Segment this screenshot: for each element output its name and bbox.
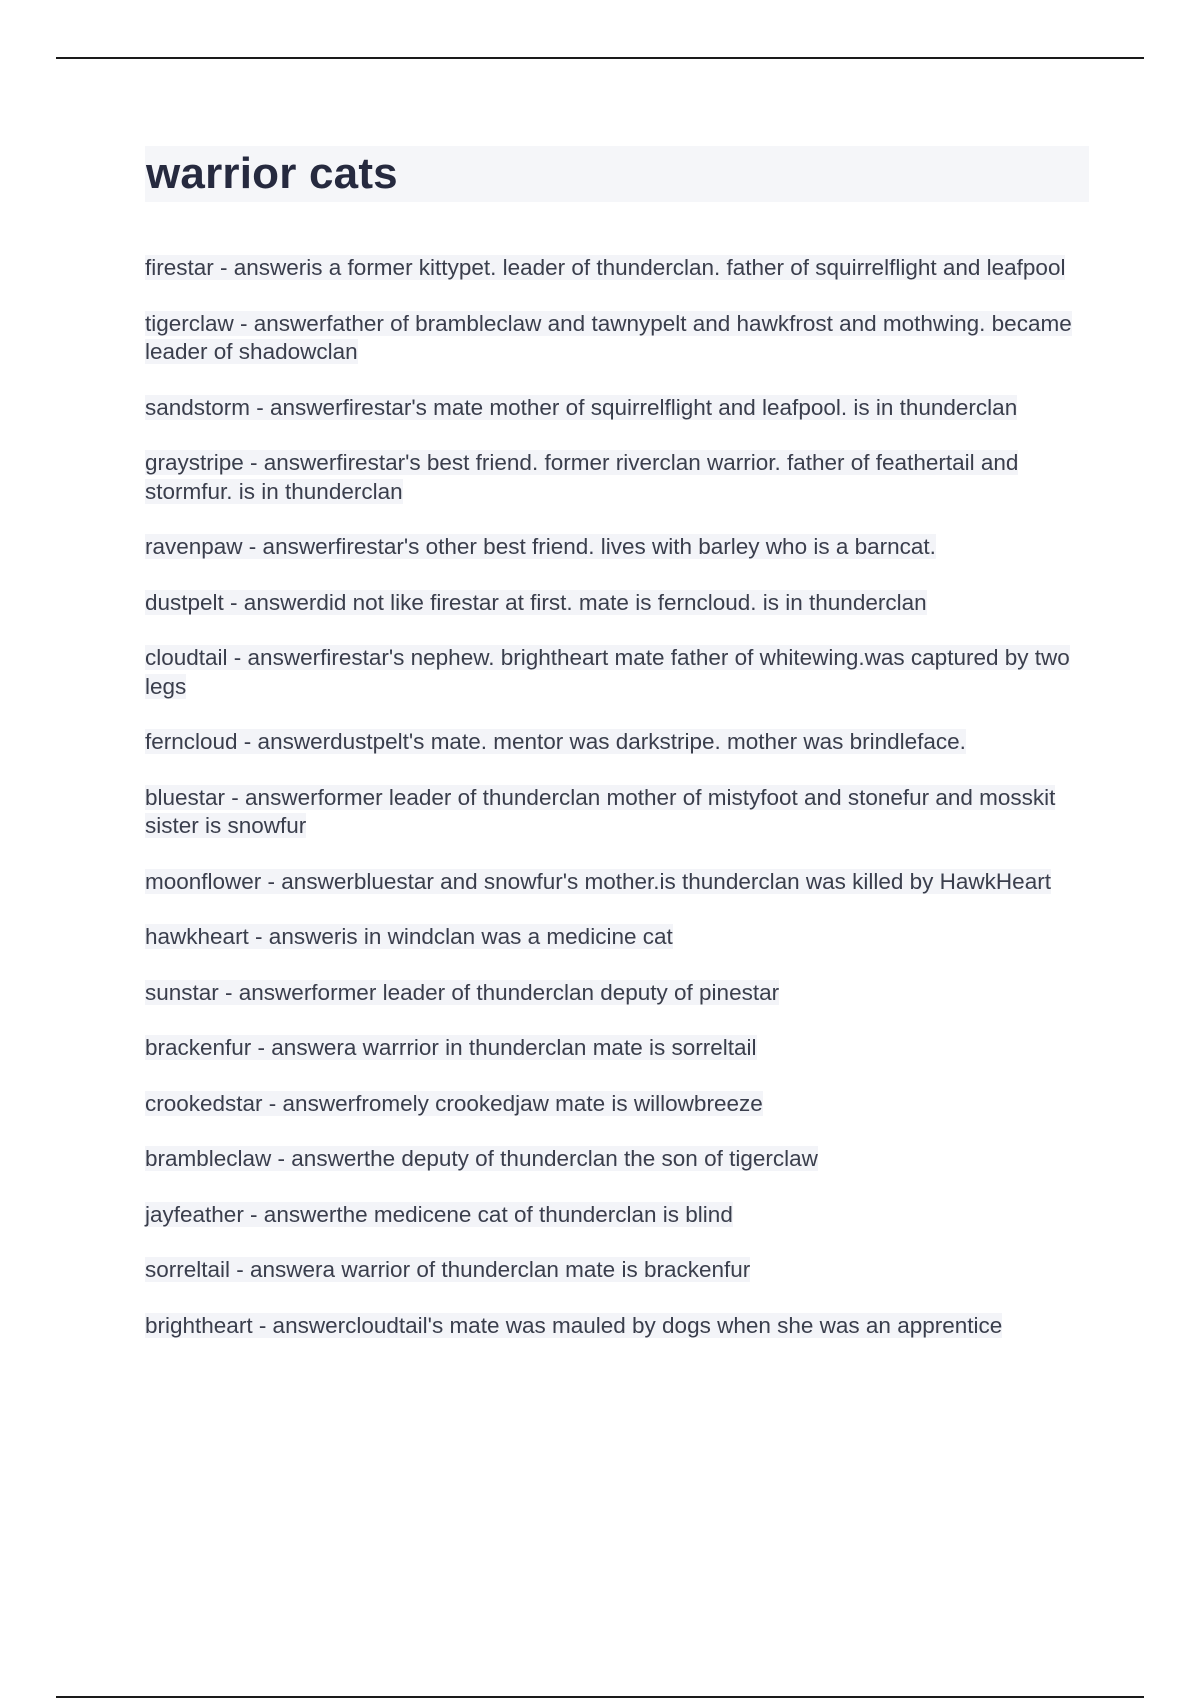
entry-text: ravenpaw - answerfirestar's other best friend. lives with barley who is a barncat. <box>145 534 936 559</box>
entry-text: crookedstar - answerfromely crookedjaw mate is willowbreeze <box>145 1090 763 1116</box>
page-title: warrior cats <box>146 149 398 198</box>
entry-text: ferncloud - answerdustpelt's mate. mentor was darkstripe. mother was brindleface. <box>145 729 966 754</box>
entry-text: brackenfur - answera warrrior in thunderclan mate is sorreltail <box>145 1035 757 1060</box>
entry-text: firestar - answeris a former kittypet. leader of thunderclan. father of squirrelflight and leafpool <box>145 255 1066 280</box>
flashcard-entry <box>145 644 1090 701</box>
entry-text: cloudtail - answerfirestar's nephew. brightheart mate father of whitewing.was captured by two legs <box>145 645 1070 699</box>
flashcard-entry <box>145 923 1090 952</box>
flashcard-entry <box>145 449 1090 506</box>
flashcard-entry <box>145 728 1090 757</box>
flashcard-entry <box>145 1201 1090 1230</box>
header-rule <box>56 57 1144 59</box>
entry-text: graystripe - answerfirestar's best friend. former riverclan warrior. father of feathertail and stormfur. is in thunderclan <box>145 450 1019 504</box>
entry-text: sorreltail - answera warrior of thunderclan mate is brackenfur <box>145 1257 751 1282</box>
flashcard-entry <box>145 254 1090 283</box>
entry-text: jayfeather - answerthe medicene cat of thunderclan is blind <box>145 1201 733 1227</box>
entry-text: dustpelt - answerdid not like firestar at first. mate is ferncloud. is in thunderclan <box>145 589 927 615</box>
entry-text: hawkheart - answeris in windclan was a medicine cat <box>145 924 673 949</box>
flashcard-entry <box>145 1256 1090 1285</box>
flashcard-entry <box>145 589 1090 618</box>
entry-text: tigerclaw - answerfather of brambleclaw and tawnypelt and hawkfrost and mothwing. became leader of shadowclan <box>145 310 1072 364</box>
flashcard-entry <box>145 1145 1090 1174</box>
entry-text: bluestar - answerformer leader of thunderclan mother of mistyfoot and stonefur and mosskit sister is snowfur <box>145 784 1056 838</box>
entry-text: brightheart - answercloudtail's mate was mauled by dogs when she was an apprentice <box>145 1312 1003 1338</box>
entry-text: sunstar - answerformer leader of thunderclan deputy of pinestar <box>145 979 780 1005</box>
flashcard-entry <box>145 1312 1090 1341</box>
flashcard-entry <box>145 310 1090 367</box>
flashcard-entry <box>145 1090 1090 1119</box>
flashcard-entry <box>145 784 1090 841</box>
flashcard-entry <box>145 868 1090 897</box>
flashcard-entry <box>145 394 1090 423</box>
flashcard-entry <box>145 1034 1090 1063</box>
entry-text: brambleclaw - answerthe deputy of thunderclan the son of tigerclaw <box>145 1146 818 1171</box>
flashcard-list <box>145 254 1090 1367</box>
flashcard-entry <box>145 979 1090 1008</box>
entry-text: sandstorm - answerfirestar's mate mother of squirrelflight and leafpool. is in thunderclan <box>145 394 1018 420</box>
entry-text: moonflower - answerbluestar and snowfur's mother.is thunderclan was killed by HawkHeart <box>145 868 1051 894</box>
flashcard-entry <box>145 533 1090 562</box>
footer-rule <box>56 1696 1144 1698</box>
